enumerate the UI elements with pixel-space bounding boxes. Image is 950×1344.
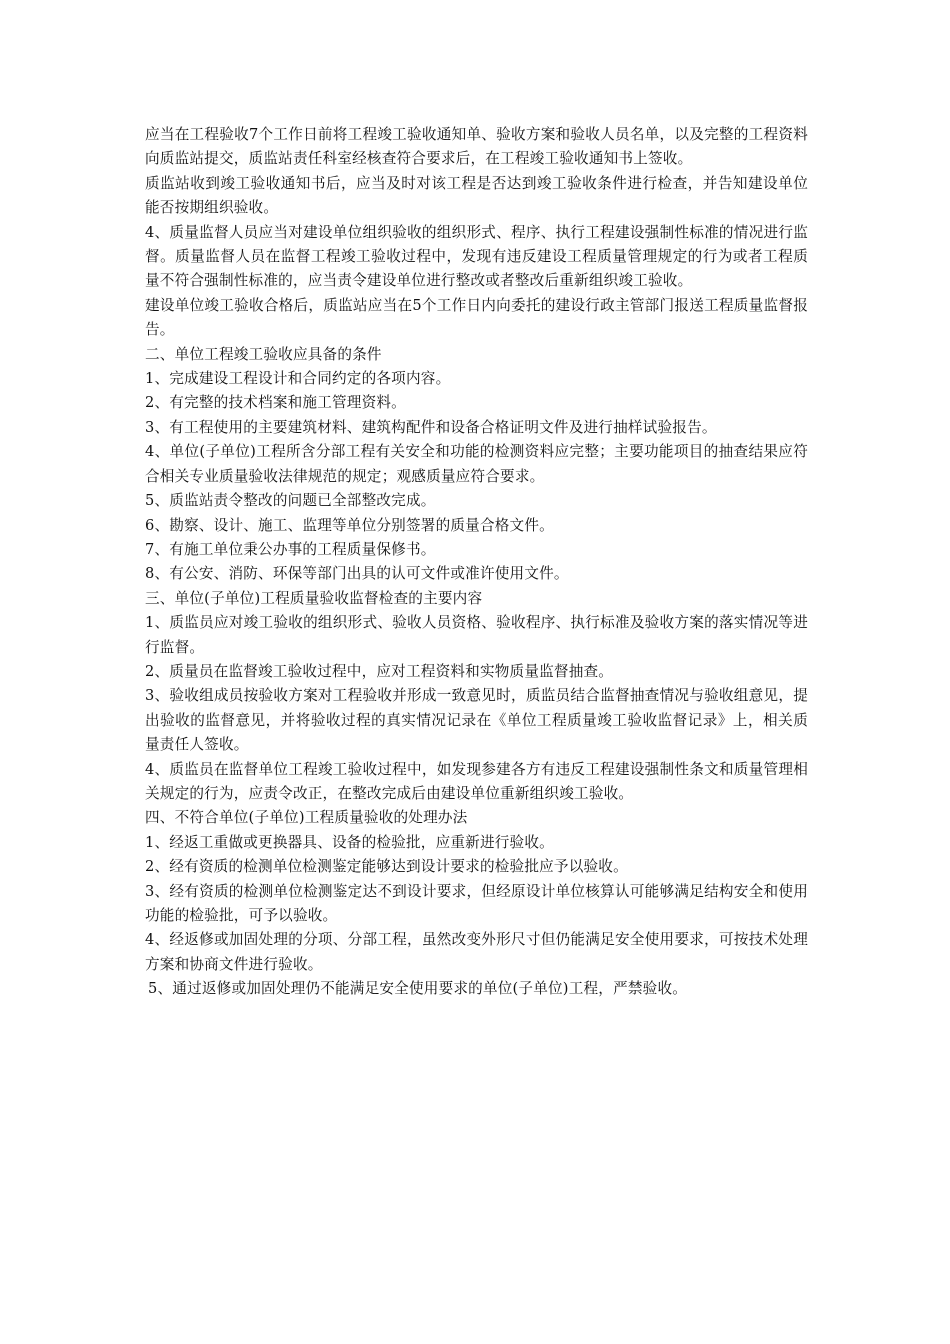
paragraph-acceptance-notice: 应当在工程验收7个工作日前将工程竣工验收通知单、验收方案和验收人员名单，以及完整的工程资料向质监站提交，质监站责任科室经核查符合要求后，在工程竣工验收通知书上签收。 bbox=[145, 126, 808, 168]
list-item: 4、质监员在监督单位工程竣工验收过程中，如发现参建各方有违反工程建设强制性条文和质量管理相关规定的行为，应责令改正，在整改完成后由建设单位重新组织竣工验收。 bbox=[145, 760, 808, 802]
list-item: 1、经返工重做或更换器具、设备的检验批，应重新进行验收。 bbox=[145, 833, 554, 851]
section-heading-3: 三、单位(子单位)工程质量验收监督检查的主要内容 bbox=[145, 589, 483, 607]
list-item: 1、质监员应对竣工验收的组织形式、验收人员资格、验收程序、执行标准及验收方案的落实情况等进行监督。 bbox=[145, 614, 808, 656]
list-item: 8、有公安、消防、环保等部门出具的认可文件或准许使用文件。 bbox=[145, 565, 569, 583]
list-item: 7、有施工单位秉公办事的工程质量保修书。 bbox=[145, 540, 436, 558]
document-body bbox=[145, 123, 808, 1002]
paragraph-inspection-check: 质监站收到竣工验收通知书后，应当及时对该工程是否达到竣工验收条件进行检查，并告知建设单位能否按期组织验收。 bbox=[145, 174, 808, 217]
list-item: 3、有工程使用的主要建筑材料、建筑构配件和设备合格证明文件及进行抽样试验报告。 bbox=[145, 418, 717, 436]
list-item: 2、质量员在监督竣工验收过程中，应对工程资料和实物质量监督抽查。 bbox=[145, 662, 614, 680]
list-item: 3、经有资质的检测单位检测鉴定达不到设计要求，但经原设计单位核算认可能够满足结构安全和使用功能的检验批，可予以验收。 bbox=[145, 882, 808, 924]
list-item: 4、单位(子单位)工程所含分部工程有关安全和功能的检测资料应完整；主要功能项目的抽查结果应符合相关专业质量验收法律规范的规定；观感质量应符合要求。 bbox=[145, 443, 808, 485]
list-item: 3、验收组成员按验收方案对工程验收并形成一致意见时，质监员结合监督抽查情况与验收组意见，提出验收的监督意见，并将验收过程的真实情况记录在《单位工程质量竣工验收监督记录》上，相关质量责任人签收。 bbox=[145, 687, 808, 754]
paragraph-supervision-item-4: 4、质量监督人员应当对建设单位组织验收的组织形式、程序、执行工程建设强制性标准的情况进行监督。质量监督人员在监督工程竣工验收过程中，发现有违反建设工程质量管理规定的行为或者工程质量不符合强制性标准的，应当责令建设单位进行整改或者整改后重新组织竣工验收。 bbox=[145, 223, 808, 290]
list-item: 5、通过返修或加固处理仍不能满足安全使用要求的单位(子单位)工程，严禁验收。 bbox=[148, 980, 688, 998]
section-heading-2: 二、单位工程竣工验收应具备的条件 bbox=[145, 345, 382, 363]
paragraph-supervision-report: 建设单位竣工验收合格后，质监站应当在5个工作日内向委托的建设行政主管部门报送工程质量监督报告。 bbox=[145, 296, 808, 339]
list-item: 4、经返修或加固处理的分项、分部工程，虽然改变外形尺寸但仍能满足安全使用要求，可按技术处理方案和协商文件进行验收。 bbox=[145, 931, 808, 973]
list-item: 2、经有资质的检测单位检测鉴定能够达到设计要求的检验批应予以验收。 bbox=[145, 858, 628, 876]
list-item: 6、勘察、设计、施工、监理等单位分别签署的质量合格文件。 bbox=[145, 516, 554, 534]
list-item: 1、完成建设工程设计和合同约定的各项内容。 bbox=[145, 370, 451, 388]
list-item: 2、有完整的技术档案和施工管理资料。 bbox=[145, 394, 406, 412]
list-item: 5、质监站责令整改的问题已全部整改完成。 bbox=[145, 492, 436, 510]
section-heading-4: 四、不符合单位(子单位)工程质量验收的处理办法 bbox=[145, 809, 468, 827]
